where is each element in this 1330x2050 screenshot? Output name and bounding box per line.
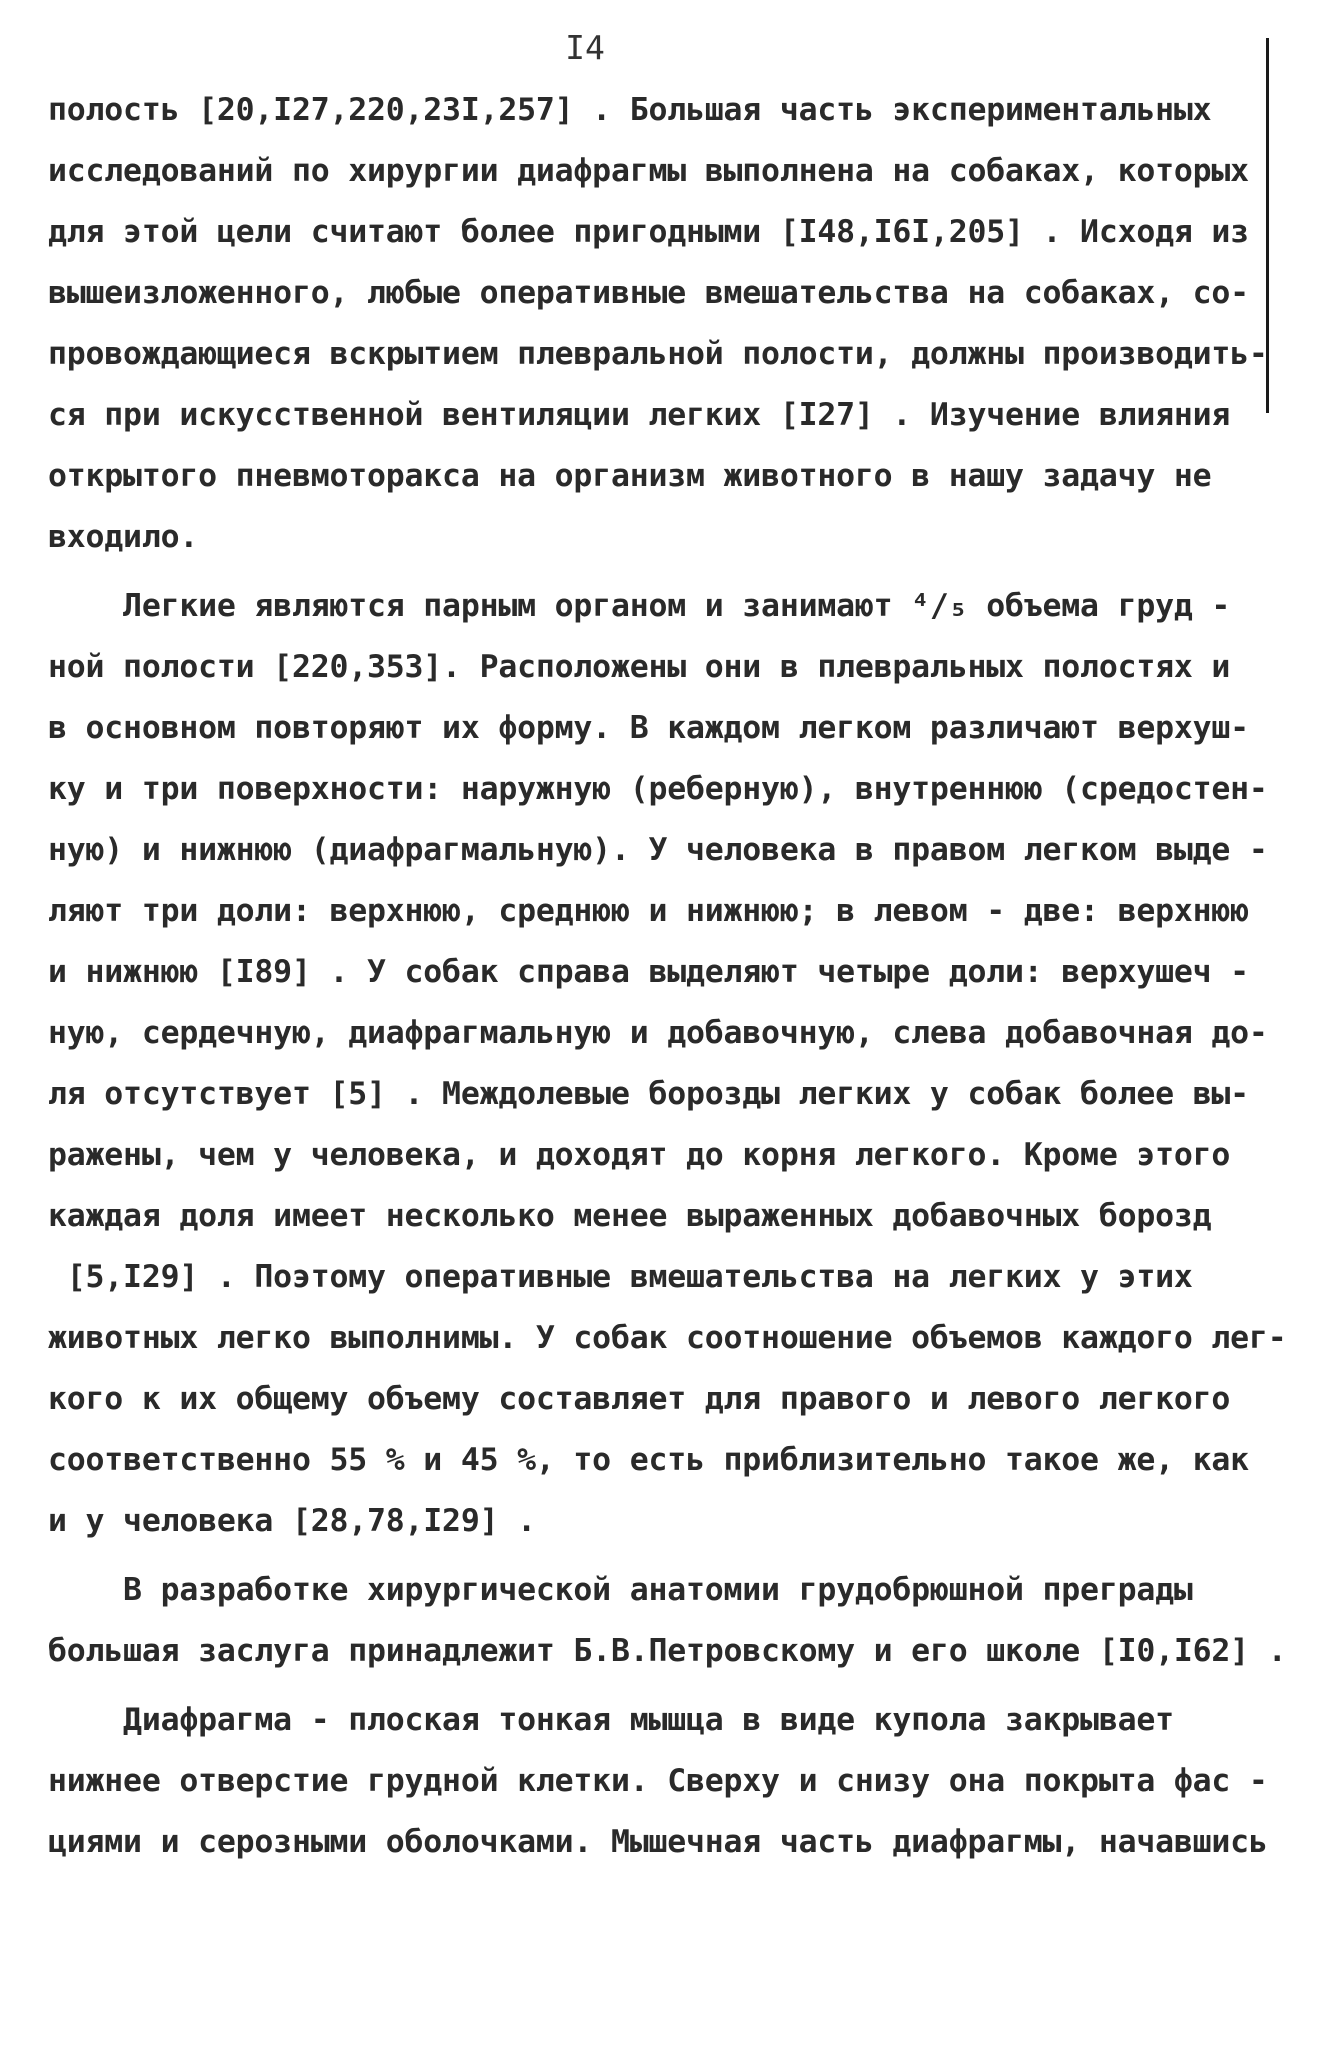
text-line: вышеизложенного, любые оперативные вмешательства на собаках, со-	[48, 275, 1249, 311]
text-line: животных легко выполнимы. У собак соотношение объемов каждого лег-	[48, 1320, 1287, 1356]
text-line: в основном повторяют их форму. В каждом легком различают верхуш-	[48, 710, 1249, 746]
text-line: Легкие являются парным органом и занимают ⁴/₅ объема груд -	[48, 588, 1231, 624]
text-line: нижнее отверстие грудной клетки. Сверху и снизу она покрыта фас -	[48, 1763, 1268, 1799]
page-number: I4	[565, 28, 605, 67]
text-line: ной полости [220,353]. Расположены они в плевральных полостях и	[48, 649, 1231, 685]
text-line: ля отсутствует [5] . Междолевые борозды легких у собак более вы-	[48, 1076, 1249, 1112]
text-line: ку и три поверхности: наружную (реберную), внутреннюю (средостен-	[48, 771, 1268, 807]
text-line: В разработке хирургической анатомии грудобрюшной преграды	[48, 1572, 1193, 1608]
text-line: открытого пневмоторакса на организм животного в нашу задачу не	[48, 458, 1212, 494]
text-line: исследований по хирургии диафрагмы выполнена на собаках, которых	[48, 153, 1249, 189]
text-line: входило.	[48, 519, 199, 555]
text-line: циями и серозными оболочками. Мышечная часть диафрагмы, начавшись	[48, 1824, 1268, 1860]
text-line: ную, сердечную, диафрагмальную и добавочную, слева добавочная до-	[48, 1015, 1268, 1051]
page-text	[48, 80, 1287, 1873]
text-line: ляют три доли: верхнюю, среднюю и нижнюю; в левом - две: верхнюю	[48, 893, 1249, 929]
text-line: и у человека [28,78,I29] .	[48, 1503, 536, 1539]
text-line: провождающиеся вскрытием плевральной полости, должны производить-	[48, 336, 1268, 372]
text-line: полость [20,I27,220,23I,257] . Большая часть экспериментальных	[48, 92, 1212, 128]
text-line: ную) и нижнюю (диафрагмальную). У человека в правом легком выде -	[48, 832, 1268, 868]
text-line: соответственно 55 % и 45 %, то есть приблизительно такое же, как	[48, 1442, 1249, 1478]
text-line: большая заслуга принадлежит Б.В.Петровскому и его школе [I0,I62] .	[48, 1633, 1287, 1669]
text-line: и нижнюю [I89] . У собак справа выделяют четыре доли: верхушеч -	[48, 954, 1249, 990]
text-line: ражены, чем у человека, и доходят до корня легкого. Кроме этого	[48, 1137, 1231, 1173]
text-line: для этой цели считают более пригодными [I48,I6I,205] . Исходя из	[48, 214, 1249, 250]
text-line: ся при искусственной вентиляции легких [I27] . Изучение влияния	[48, 397, 1231, 433]
text-line: Диафрагма - плоская тонкая мышца в виде купола закрывает	[48, 1702, 1174, 1738]
text-line: [5,I29] . Поэтому оперативные вмешательства на легких у этих	[48, 1259, 1193, 1295]
text-line: каждая доля имеет несколько менее выраженных добавочных борозд	[48, 1198, 1212, 1234]
text-line: кого к их общему объему составляет для правого и левого легкого	[48, 1381, 1231, 1417]
